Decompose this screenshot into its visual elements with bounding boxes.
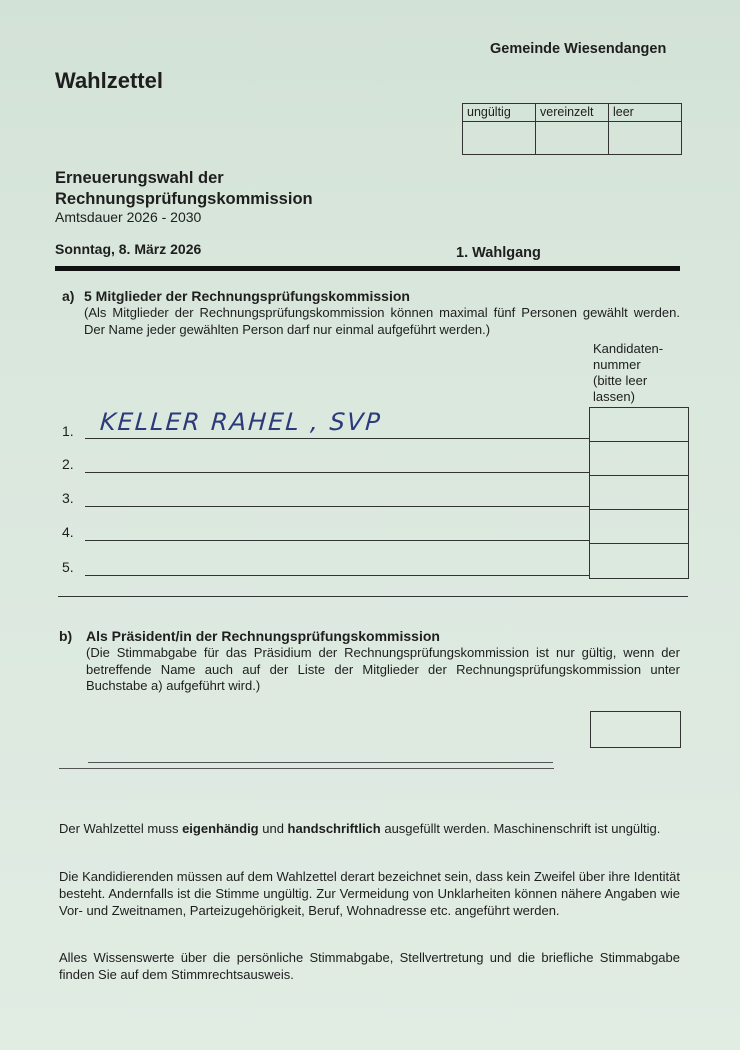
count-label-empty: leer bbox=[609, 104, 681, 122]
footer-text: und bbox=[258, 821, 288, 836]
member-line-3[interactable] bbox=[85, 506, 589, 507]
count-cell-invalid bbox=[463, 104, 536, 154]
member-line-2[interactable] bbox=[85, 472, 589, 473]
footer-emphasis: handschriftlich bbox=[287, 821, 381, 836]
member-row-number: 1. bbox=[62, 423, 74, 439]
candidate-number-cell[interactable] bbox=[590, 510, 688, 544]
section-b-title: Als Präsident/in der Rechnungsprüfungskommission bbox=[86, 628, 440, 644]
election-heading-line1: Erneuerungswahl der bbox=[55, 169, 224, 187]
count-box bbox=[462, 103, 682, 155]
section-divider bbox=[58, 596, 688, 597]
election-heading-line2: Rechnungsprüfungskommission bbox=[55, 190, 313, 208]
candidate-number-column bbox=[589, 407, 689, 579]
section-a-title: 5 Mitglieder der Rechnungsprüfungskommission bbox=[84, 288, 410, 304]
section-b-letter: b) bbox=[59, 628, 73, 644]
candidate-number-header bbox=[593, 341, 683, 405]
candidate-header-line: (bitte leer bbox=[593, 373, 648, 388]
president-number-box[interactable] bbox=[590, 711, 681, 748]
count-label-invalid: ungültig bbox=[463, 104, 535, 122]
footer-text: Der Wahlzettel muss bbox=[59, 821, 183, 836]
member-line-4[interactable] bbox=[85, 540, 589, 541]
candidate-number-cell[interactable] bbox=[590, 476, 688, 510]
count-label-scattered: vereinzelt bbox=[536, 104, 608, 122]
member-line-5[interactable] bbox=[85, 575, 589, 576]
footer-paragraph-3: Alles Wissenswerte über die persönliche Stimmabgabe, Stellvertretung und die briefliche Stimmabgabe finden Sie auf dem Stimmrechtsausweis. bbox=[59, 950, 680, 982]
president-line-under bbox=[59, 768, 554, 769]
divider-thick bbox=[55, 266, 680, 271]
municipality-name: Gemeinde Wiesendangen bbox=[490, 41, 667, 57]
count-field-empty bbox=[609, 122, 681, 154]
handwritten-entry: KELLER RAHEL , SVP bbox=[99, 408, 383, 436]
ballot-round: 1. Wahlgang bbox=[456, 245, 541, 261]
footer-emphasis: eigenhändig bbox=[182, 821, 259, 836]
count-field-scattered bbox=[536, 122, 608, 154]
count-cell-scattered bbox=[536, 104, 609, 154]
member-row-number: 5. bbox=[62, 559, 74, 575]
member-line-1[interactable] bbox=[85, 438, 589, 439]
member-row-number: 3. bbox=[62, 490, 74, 506]
candidate-number-cell[interactable] bbox=[590, 408, 688, 442]
term-text: Amtsdauer 2026 - 2030 bbox=[55, 209, 202, 225]
ballot-title: Wahlzettel bbox=[55, 68, 163, 93]
candidate-header-line: lassen) bbox=[593, 389, 635, 404]
president-line[interactable] bbox=[88, 762, 553, 763]
count-cell-empty bbox=[609, 104, 681, 154]
candidate-number-cell[interactable] bbox=[590, 442, 688, 476]
section-b-note: (Die Stimmabgabe für das Präsidium der Rechnungsprüfungskommission ist nur gültig, wenn der betreffende Name auch auf der Liste der Mitglieder der Rechnungsprüfungskommission unter Buchstabe a) aufgeführt wird.) bbox=[86, 645, 680, 693]
section-a-note: (Als Mitglieder der Rechnungsprüfungskommission können maximal fünf Personen gewählt werden. Der Name jeder gewählten Person darf nur einmal aufgeführt werden.) bbox=[84, 305, 680, 337]
candidate-number-cell[interactable] bbox=[590, 544, 688, 577]
member-row-number: 4. bbox=[62, 524, 74, 540]
election-date: Sonntag, 8. März 2026 bbox=[55, 241, 202, 257]
election-heading bbox=[55, 168, 313, 210]
footer-text: ausgefüllt werden. Maschinenschrift ist ungültig. bbox=[380, 821, 661, 836]
footer-paragraph-1 bbox=[59, 820, 680, 837]
section-a-letter: a) bbox=[62, 288, 75, 304]
member-row-number: 2. bbox=[62, 456, 74, 472]
footer-paragraph-2: Die Kandidierenden müssen auf dem Wahlzettel derart bezeichnet sein, dass kein Zweifel über ihre Identität besteht. Andernfalls ist die Stimme ungültig. Zur Vermeidung von Unklarheiten können nähere Angaben wie Vor- und Zweitnamen, Parteizugehörigkeit, Beruf, Wohnadresse etc. angeführt werden. bbox=[59, 869, 680, 918]
count-field-invalid bbox=[463, 122, 535, 154]
candidate-header-line: Kandidaten- bbox=[593, 341, 664, 356]
candidate-header-line: nummer bbox=[593, 357, 641, 372]
